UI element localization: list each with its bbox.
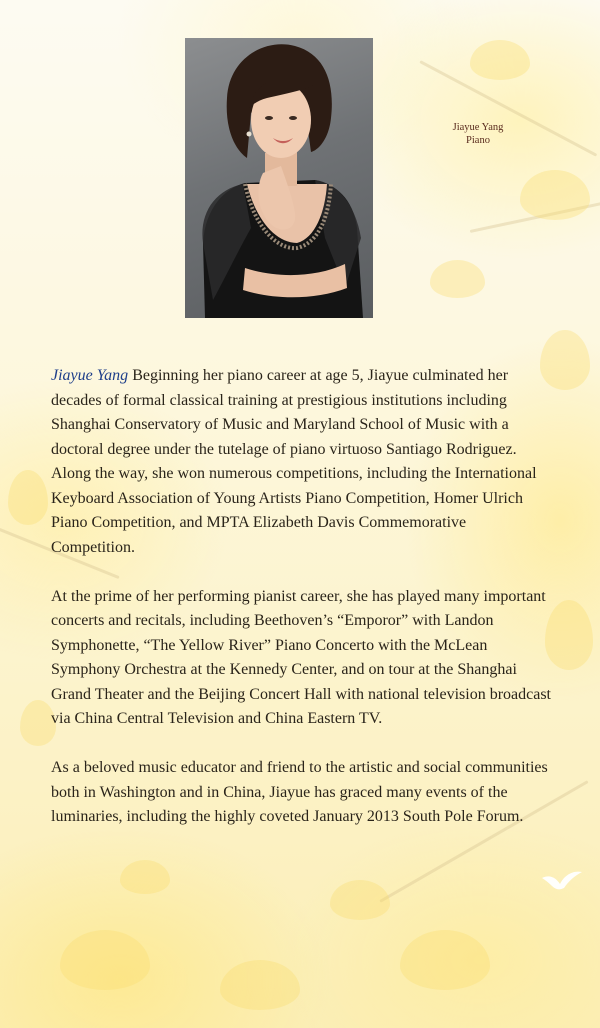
background-leaf <box>60 930 150 990</box>
performer-caption <box>438 121 518 147</box>
portrait-figure-icon <box>185 38 373 318</box>
background-leaf <box>430 260 485 298</box>
caption-name: Jiayue Yang <box>452 122 504 133</box>
background-branch <box>470 197 600 233</box>
bio-paragraph <box>51 756 551 830</box>
background-leaf <box>400 930 490 990</box>
portrait-photo <box>185 38 373 318</box>
bio-paragraph-2-text: At the prime of her performing pianist career, she has played many important concerts and recitals, including Beethoven’s “Emporor” with Landon Symphonette, “The Yellow River” Piano Concerto with the McLean Symphony Orchestra at the Kennedy Center, and on tour at the Shanghai Grand Theater and the Beijing Concert Hall with national television broadcast via China Central Television and China Eastern TV. <box>51 587 551 727</box>
bio-paragraph <box>51 364 551 560</box>
caption-role: Piano <box>466 135 490 146</box>
background-leaf <box>8 470 48 525</box>
background-leaf <box>220 960 300 1010</box>
biography <box>51 364 551 854</box>
bio-paragraph-1-text: Beginning her piano career at age 5, Jiayue culminated her decades of formal classical training at prestigious institutions including Shanghai Conservatory of Music and Maryland School of Music with a doctoral degree under the tutelage of piano virtuoso Santiago Rodriguez. Along the way, she won numerous competitions, including the International Keyboard Association of Young Artists Piano Competition, Homer Ulrich Piano Competition, and MPTA Elizabeth Davis Commemorative Competition. <box>51 367 537 556</box>
bio-lead-name: Jiayue Yang <box>51 367 129 384</box>
background-leaf <box>545 600 593 670</box>
background-leaf <box>120 860 170 894</box>
bird-icon <box>540 868 584 903</box>
bio-paragraph <box>51 585 551 732</box>
background-leaf <box>470 40 530 80</box>
bio-paragraph-3-text: As a beloved music educator and friend to the artistic and social communities both in Washington and in China, Jiayue has graced many events of the luminaries, including the highly coveted January 2013 South Pole Forum. <box>51 759 548 825</box>
